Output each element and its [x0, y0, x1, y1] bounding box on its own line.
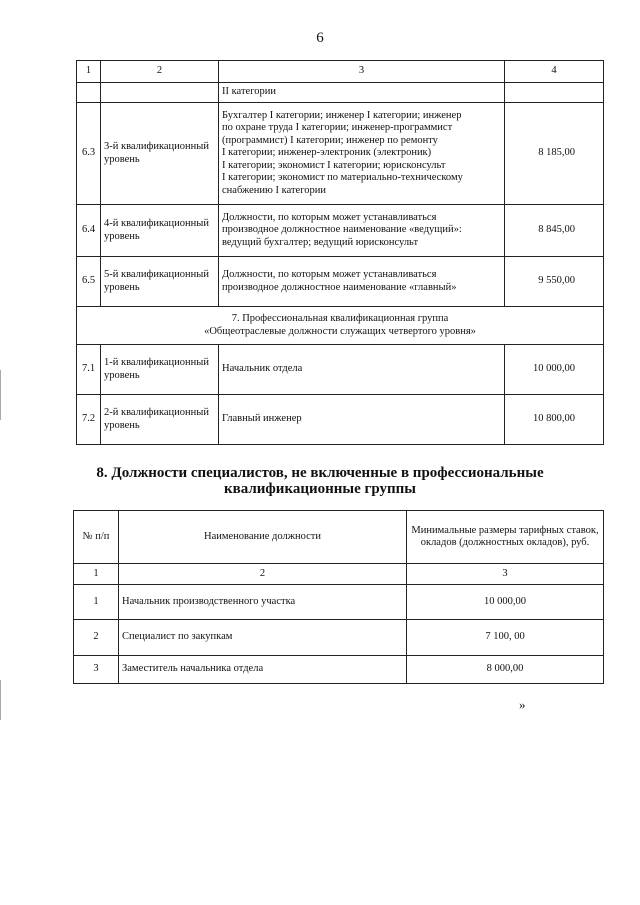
position-name: Специалист по закупкам — [119, 620, 407, 656]
table-row — [77, 205, 604, 257]
qualification-level: 3-й квалификационный уровень — [101, 103, 219, 205]
table-header-row — [77, 61, 604, 83]
salary-value: 10 000,00 — [505, 345, 604, 395]
column-number: 2 — [101, 61, 219, 83]
column-header-number: № п/п — [74, 511, 119, 564]
row-number: 6.4 — [77, 205, 101, 257]
group-title-row — [77, 307, 604, 345]
position-text: II категории — [219, 83, 505, 103]
row-number: 6.5 — [77, 257, 101, 307]
position-text — [219, 257, 505, 307]
text-line: Бухгалтер I категории; инженер I категории; инженер — [222, 109, 462, 121]
text-line: (программист) I категории; инженер по ремонту — [222, 134, 438, 146]
column-number: 2 — [119, 564, 407, 585]
table-row — [74, 656, 604, 684]
salary-value: 8 000,00 — [407, 656, 604, 684]
text-line: производное должностное наименование «ведущий»: — [222, 224, 462, 236]
qualification-level: 5-й квалификационный уровень — [101, 257, 219, 307]
row-number: 2 — [74, 620, 119, 656]
column-number: 1 — [74, 564, 119, 585]
column-number: 3 — [219, 61, 505, 83]
column-number: 3 — [407, 564, 604, 585]
group-title-line: 7. Профессиональная квалификационная группа — [231, 313, 449, 324]
position-text: Начальник отдела — [219, 345, 505, 395]
row-number: 6.3 — [77, 103, 101, 205]
qualification-level: 1-й квалификационный уровень — [101, 345, 219, 395]
column-number: 4 — [505, 61, 604, 83]
salary-value: 10 000,00 — [407, 585, 604, 620]
table-row — [77, 103, 604, 205]
table-row — [77, 345, 604, 395]
table-row — [74, 585, 604, 620]
position-text: Главный инженер — [219, 395, 505, 445]
table-row — [77, 395, 604, 445]
table-row — [74, 620, 604, 656]
heading-line: квалификационные группы — [223, 481, 416, 497]
specialists-table — [73, 510, 604, 684]
closing-quote: » — [519, 697, 526, 712]
row-number: 7.1 — [77, 345, 101, 395]
row-number: 3 — [74, 656, 119, 684]
column-number: 1 — [77, 61, 101, 83]
heading-line: 8. Должности специалистов, не включенные в профессиональные — [96, 465, 544, 481]
scan-edge-mark — [0, 680, 1, 720]
text-line: ведущий бухгалтер; ведущий юрисконсульт — [222, 236, 419, 248]
group-title — [77, 307, 604, 345]
position-name: Заместитель начальника отдела — [119, 656, 407, 684]
salary-value: 7 100, 00 — [407, 620, 604, 656]
salary-value: 10 800,00 — [505, 395, 604, 445]
qualification-table — [76, 60, 604, 445]
text-line: I категории; инженер-электроник (электроник) — [222, 147, 432, 159]
text-line: I категории; экономист I категории; юрисконсульт — [222, 159, 446, 171]
page-number: 6 — [316, 30, 324, 46]
column-header-salary: Минимальные размеры тарифных ставок, окладов (должностных окладов), руб. — [407, 511, 604, 564]
section-8-heading — [60, 465, 580, 497]
text-line: I категории; экономист по материально-техническому — [222, 172, 463, 184]
group-title-line: «Общеотраслевые должности служащих четвертого уровня» — [204, 325, 476, 337]
scan-edge-mark — [0, 370, 1, 420]
text-line: снабжению I категории — [222, 184, 326, 196]
text-line: производное должностное наименование «главный» — [222, 281, 457, 293]
qualification-level: 2-й квалификационный уровень — [101, 395, 219, 445]
text-line: Должности, по которым может устанавливаться — [222, 211, 437, 223]
text-line: Должности, по которым может устанавливаться — [222, 269, 437, 280]
qualification-level: 4-й квалификационный уровень — [101, 205, 219, 257]
table-row — [77, 83, 604, 103]
table-row — [77, 257, 604, 307]
table-header-row — [74, 511, 604, 564]
salary-value: 8 845,00 — [505, 205, 604, 257]
salary-value: 9 550,00 — [505, 257, 604, 307]
row-number: 7.2 — [77, 395, 101, 445]
column-numbers-row — [74, 564, 604, 585]
position-text — [219, 103, 505, 205]
position-text — [219, 205, 505, 257]
text-line: по охране труда I категории; инженер-программист — [222, 122, 453, 134]
position-name: Начальник производственного участка — [119, 585, 407, 620]
column-header-name: Наименование должности — [119, 511, 407, 564]
row-number: 1 — [74, 585, 119, 620]
salary-value: 8 185,00 — [505, 103, 604, 205]
